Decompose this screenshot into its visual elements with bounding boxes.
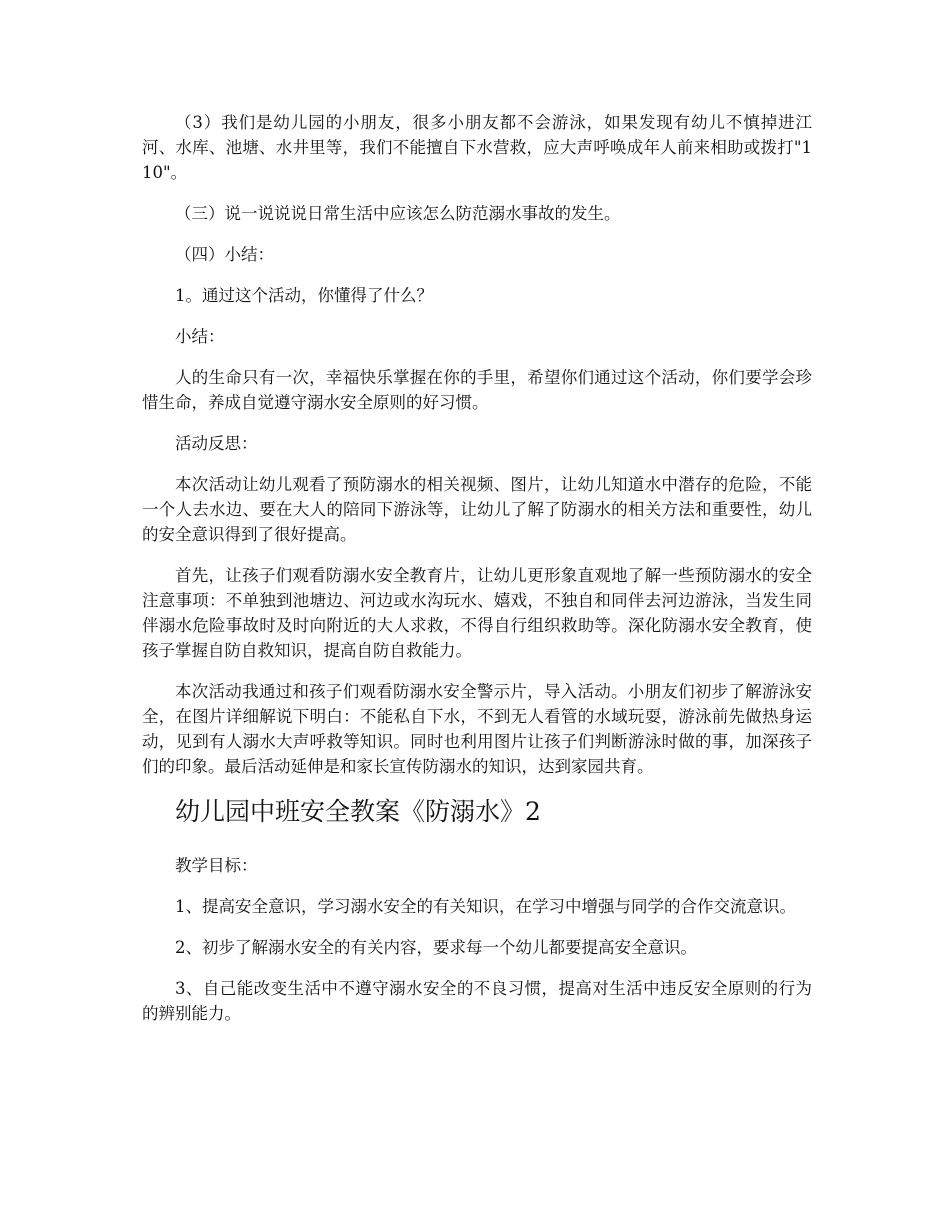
paragraph-summary-label: 小结： [175, 327, 225, 346]
paragraph-summary-heading: （四）小结： [175, 245, 274, 264]
paragraph-goal-2: 2、初步了解溺水安全的有关内容，要求每一个幼儿都要提高安全意识。 [175, 938, 697, 957]
paragraph-reflection-label: 活动反思： [175, 434, 258, 453]
paragraph-discussion: （三）说一说说说日常生活中应该怎么防范溺水事故的发生。 [175, 204, 621, 223]
paragraph-goal-3: 3、自己能改变生活中不遵守溺水安全的不良习惯，提高对生活中违反安全原则的行为的辨别能力。 [142, 979, 812, 1023]
paragraph-goal-1: 1、提高安全意识，学习溺水安全的有关知识，在学习中增强与同学的合作交流意识。 [175, 897, 796, 916]
paragraph-reflection-1: 本次活动让幼儿观看了预防溺水的相关视频、图片，让幼儿知道水中潜存的危险，不能一个人去水边、要在大人的陪同下游泳等，让幼儿了解了防溺水的相关方法和重要性，幼儿的安全意识得到了很好提高。 [142, 475, 812, 544]
paragraph-reflection-3: 本次活动我通过和孩子们观看防溺水安全警示片，导入活动。小朋友们初步了解游泳安全，在图片详细解说下明白：不能私自下水，不到无人看管的水域玩耍，游泳前先做热身运动，见到有人溺水大声呼救等知识。同时也利用图片让孩子们判断游泳时做的事，加深孩子们的印象。最后活动延伸是和家长宣传防溺水的知识，达到家园共育。 [142, 682, 812, 776]
paragraph-goals-label: 教学目标： [175, 856, 258, 875]
paragraph-summary-text: 人的生命只有一次，幸福快乐掌握在你的手里，希望你们通过这个活动，你们要学会珍惜生命，养成自觉遵守溺水安全原则的好习惯。 [142, 368, 812, 412]
paragraph-reflection-2: 首先，让孩子们观看防溺水安全教育片，让幼儿更形象直观地了解一些预防溺水的安全注意事项：不单独到池塘边、河边或水沟玩水、嬉戏，不独自和同伴去河边游泳，当发生同伴溺水危险事故时及时向附近的大人求救，不得自行组织救助等。深化防溺水安全教育，使孩子掌握自防自救知识，提高自防自救能力。 [142, 566, 812, 660]
document-body [142, 110, 812, 1042]
section-title: 幼儿园中班安全教案《防溺水》2 [175, 797, 541, 826]
paragraph-rescue-rule: （3）我们是幼儿园的小朋友，很多小朋友都不会游泳，如果发现有幼儿不慎掉进江河、水库、池塘、水井里等，我们不能擅自下水营救，应大声呼唤成年人前来相助或拨打"110"。 [142, 113, 812, 182]
paragraph-question: 1。通过这个活动，你懂得了什么？ [175, 286, 433, 305]
